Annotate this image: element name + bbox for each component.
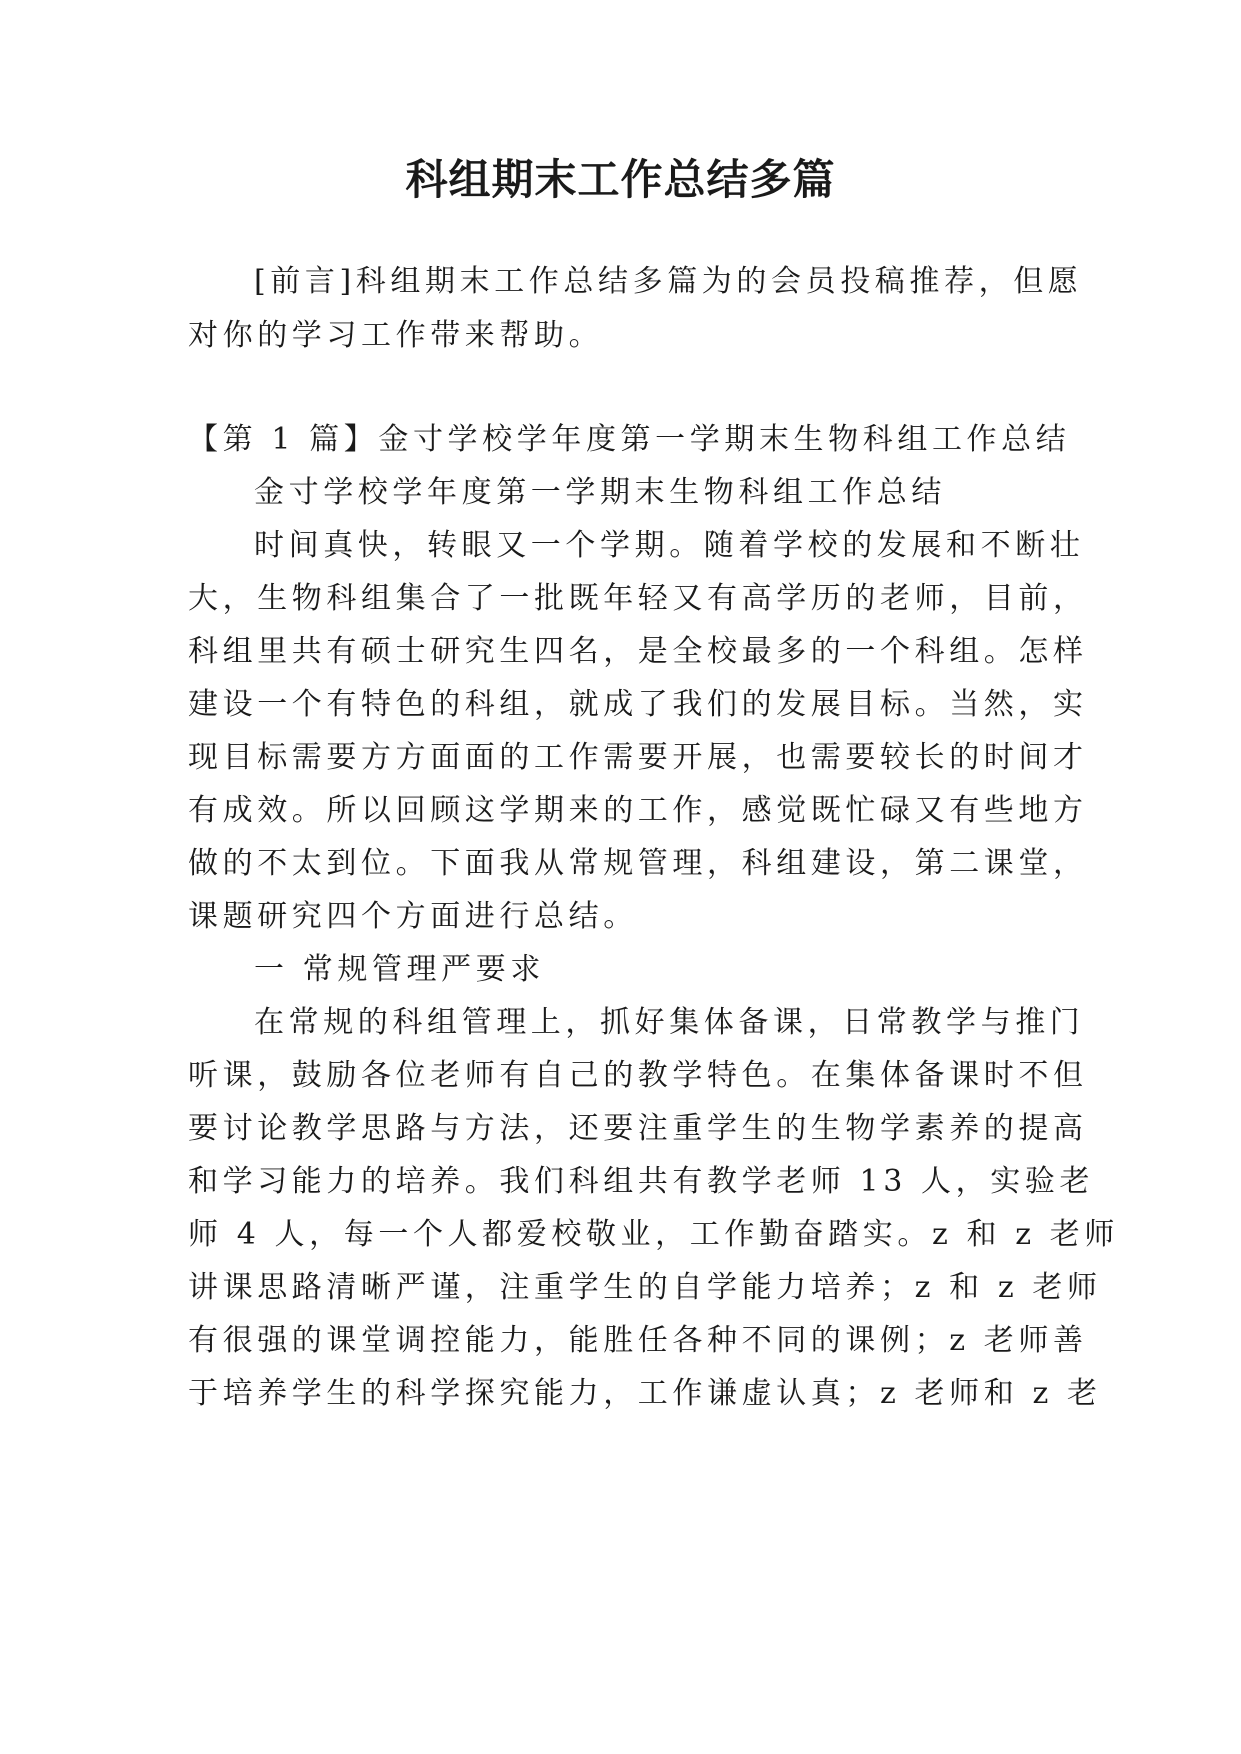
preface-line: [前言]科组期末工作总结多篇为的会员投稿推荐，但愿 [254, 264, 1083, 299]
paragraph-line: 做的不太到位。下面我从常规管理，科组建设，第二课堂， [188, 846, 1088, 881]
paragraph-line: 大，生物科组集合了一批既年轻又有高学历的老师，目前， [188, 581, 1088, 616]
subsection-heading: 一 常规管理严要求 [254, 952, 545, 987]
paragraph-line: 在常规的科组管理上，抓好集体备课，日常教学与推门 [254, 1005, 1085, 1040]
paragraph-line: 听课，鼓励各位老师有自己的教学特色。在集体备课时不但 [188, 1058, 1088, 1093]
paragraph-line: 和学习能力的培养。我们科组共有教学老师 13 人，实验老 [188, 1164, 1095, 1199]
paragraph-line: 师 4 人，每一个人都爱校敬业，工作勤奋踏实。z 和 z 老师 [188, 1217, 1119, 1252]
paragraph-line: 有成效。所以回顾这学期来的工作，感觉既忙碌又有些地方 [188, 793, 1088, 828]
document-title: 科组期末工作总结多篇 [405, 155, 836, 204]
paragraph-line: 课题研究四个方面进行总结。 [188, 899, 638, 934]
paragraph-line: 现目标需要方方面面的工作需要开展，也需要较长的时间才 [188, 740, 1088, 775]
paragraph-line: 有很强的课堂调控能力，能胜任各种不同的课例；z 老师善 [188, 1323, 1088, 1358]
preface-line: 对你的学习工作带来帮助。 [188, 318, 604, 353]
section-subtitle: 金寸学校学年度第一学期末生物科组工作总结 [254, 475, 946, 510]
paragraph-line: 时间真快，转眼又一个学期。随着学校的发展和不断壮 [254, 528, 1085, 563]
section-heading: 【第 1 篇】金寸学校学年度第一学期末生物科组工作总结 [188, 422, 1071, 457]
paragraph-line: 于培养学生的科学探究能力，工作谦虚认真；z 老师和 z 老 [188, 1376, 1102, 1411]
paragraph-line: 科组里共有硕士研究生四名，是全校最多的一个科组。怎样 [188, 634, 1088, 669]
paragraph-line: 讲课思路清晰严谨，注重学生的自学能力培养；z 和 z 老师 [188, 1270, 1102, 1305]
paragraph-line: 要讨论教学思路与方法，还要注重学生的生物学素养的提高 [188, 1111, 1088, 1146]
paragraph-line: 建设一个有特色的科组，就成了我们的发展目标。当然，实 [188, 687, 1088, 722]
